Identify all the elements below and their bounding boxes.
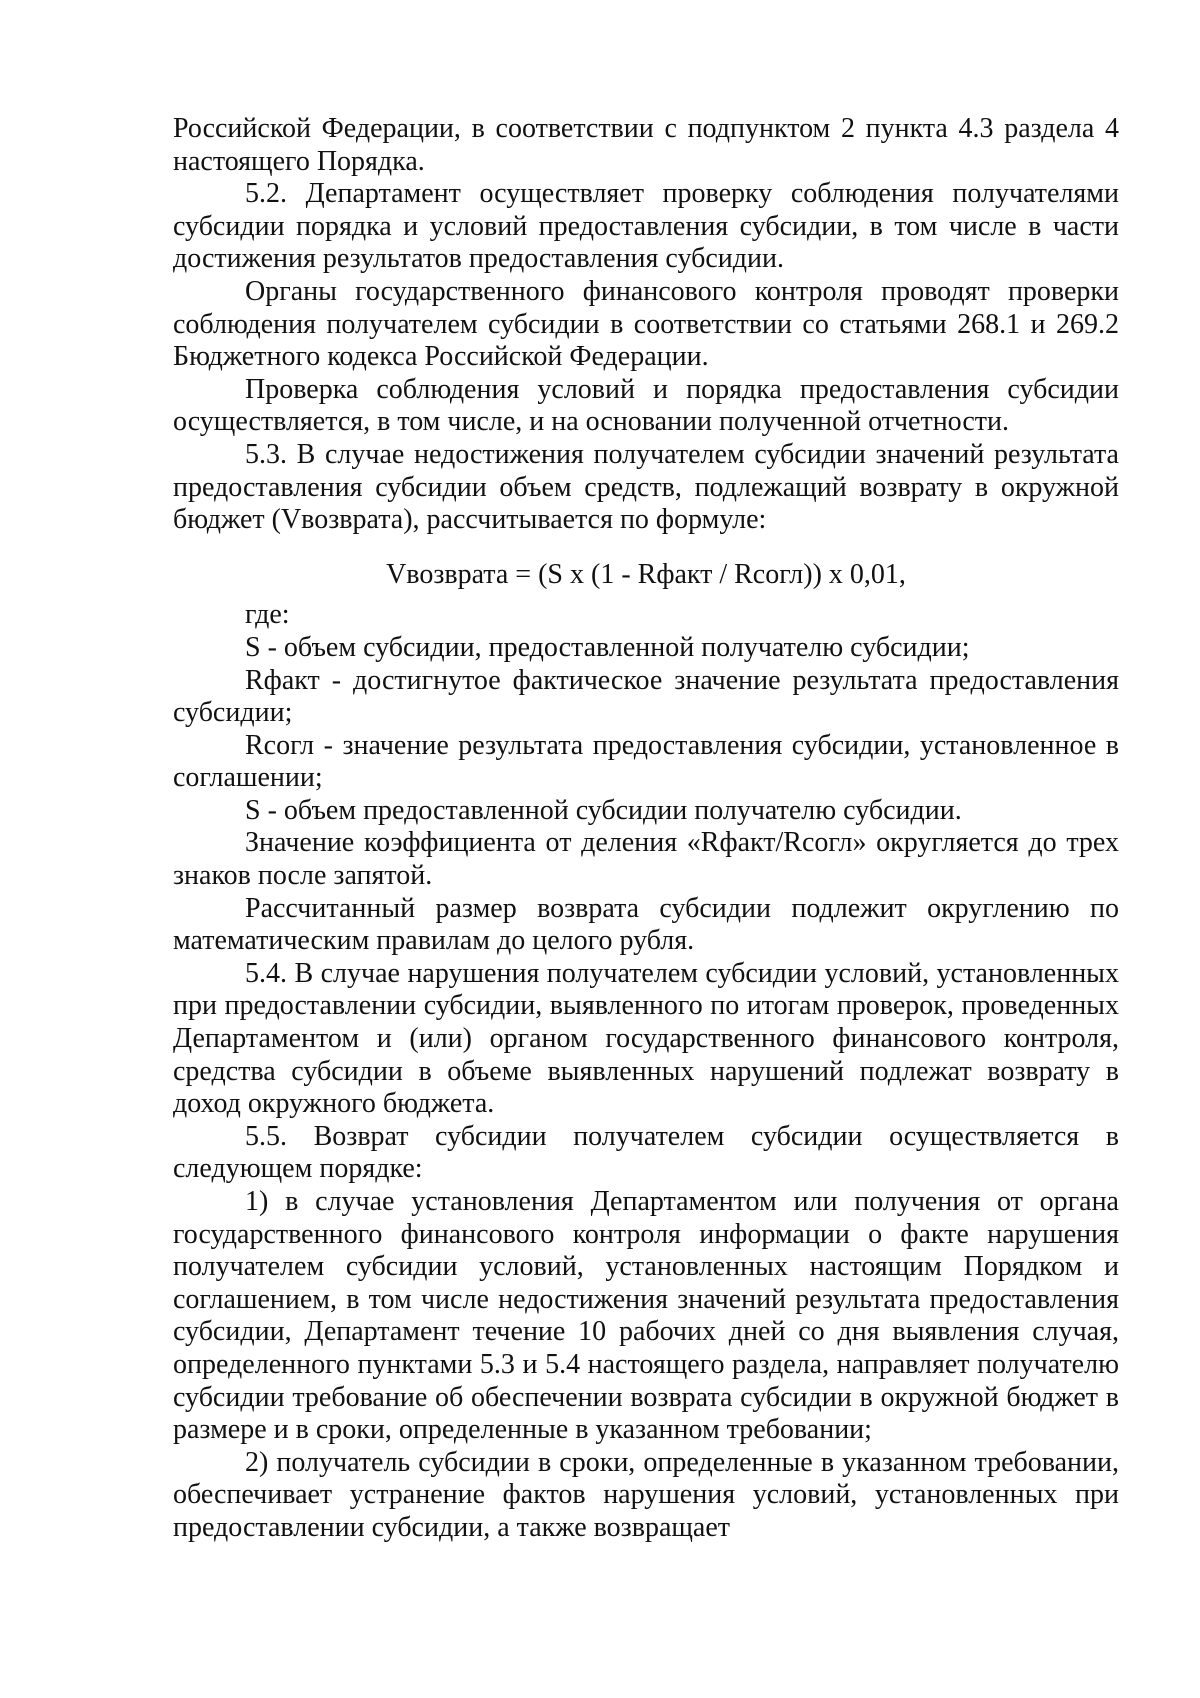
paragraph-item-1: 1) в случае установления Департаментом или получения от органа государственного финансового контроля информации о факте нарушения получателем субсидии условий, установленных настоящим Порядком и соглашением, в том числе недостижения значений результата предоставления субсидии, Департамент течение 10 рабочих дней со дня выявления случая, определенного пунктами 5.3 и 5.4 настоящего раздела, направляет получателю субсидии требование об обеспечении возврата субсидии в окружной бюджет в размере и в сроки, определенные в указанном требовании; <box>173 1186 1119 1446</box>
paragraph-5-5: 5.5. Возврат субсидии получателем субсидии осуществляется в следующем порядке: <box>173 1120 1119 1185</box>
paragraph-amount-rounding: Рассчитанный размер возврата субсидии подлежит округлению по математическим правилам до целого рубля. <box>173 892 1119 957</box>
paragraph-compliance-check: Проверка соблюдения условий и порядка предоставления субсидии осуществляется, в том числе, и на основании полученной отчетности. <box>173 373 1119 438</box>
refund-formula: Vвозврата = (S x (1 - Rфакт / Rсогл)) x 0,01, <box>386 558 906 590</box>
paragraph-where: где: <box>245 599 290 631</box>
definition-r-sogl: Rсогл - значение результата предоставления субсидии, установленное в соглашении; <box>173 729 1119 794</box>
definition-r-fact: Rфакт - достигнутое фактическое значение результата предоставления субсидии; <box>173 664 1119 729</box>
paragraph-5-3: 5.3. В случае недостижения получателем субсидии значений результата предоставления субсидии объем средств, подлежащий возврату в окружной бюджет (Vвозврата), рассчитывается по формуле: <box>173 438 1119 536</box>
definition-s: S - объем субсидии, предоставленной получателю субсидии; <box>245 631 970 663</box>
paragraph-5-4: 5.4. В случае нарушения получателем субсидии условий, установленных при предоставлении субсидии, выявленного по итогам проверок, проведенных Департаментом и (или) органом государственного финансового контроля, средства субсидии в объеме выявленных нарушений подлежат возврату в доход окружного бюджета. <box>173 957 1119 1120</box>
document-body <box>173 113 1119 1545</box>
paragraph-5-2: 5.2. Департамент осуществляет проверку соблюдения получателями субсидии порядка и условий предоставления субсидии, в том числе в части достижения результатов предоставления субсидии. <box>173 178 1119 275</box>
paragraph-continuation: Российской Федерации, в соответствии с подпунктом 2 пункта 4.3 раздела 4 настоящего Порядка. <box>173 113 1119 177</box>
paragraph-coefficient-rounding: Значение коэффициента от деления «Rфакт/Rсогл» округляется до трех знаков после запятой. <box>173 827 1119 892</box>
paragraph-item-2: 2) получатель субсидии в сроки, определенные в указанном требовании, обеспечивает устранение фактов нарушения условий, установленных при предоставлении субсидии, а также возвращает <box>173 1446 1119 1543</box>
definition-s-repeat: S - объем предоставленной субсидии получателю субсидии. <box>245 794 962 826</box>
paragraph-control-bodies: Органы государственного финансового контроля проводят проверки соблюдения получателем субсидии в соответствии со статьями 268.1 и 269.2 Бюджетного кодекса Российской Федерации. <box>173 275 1119 373</box>
